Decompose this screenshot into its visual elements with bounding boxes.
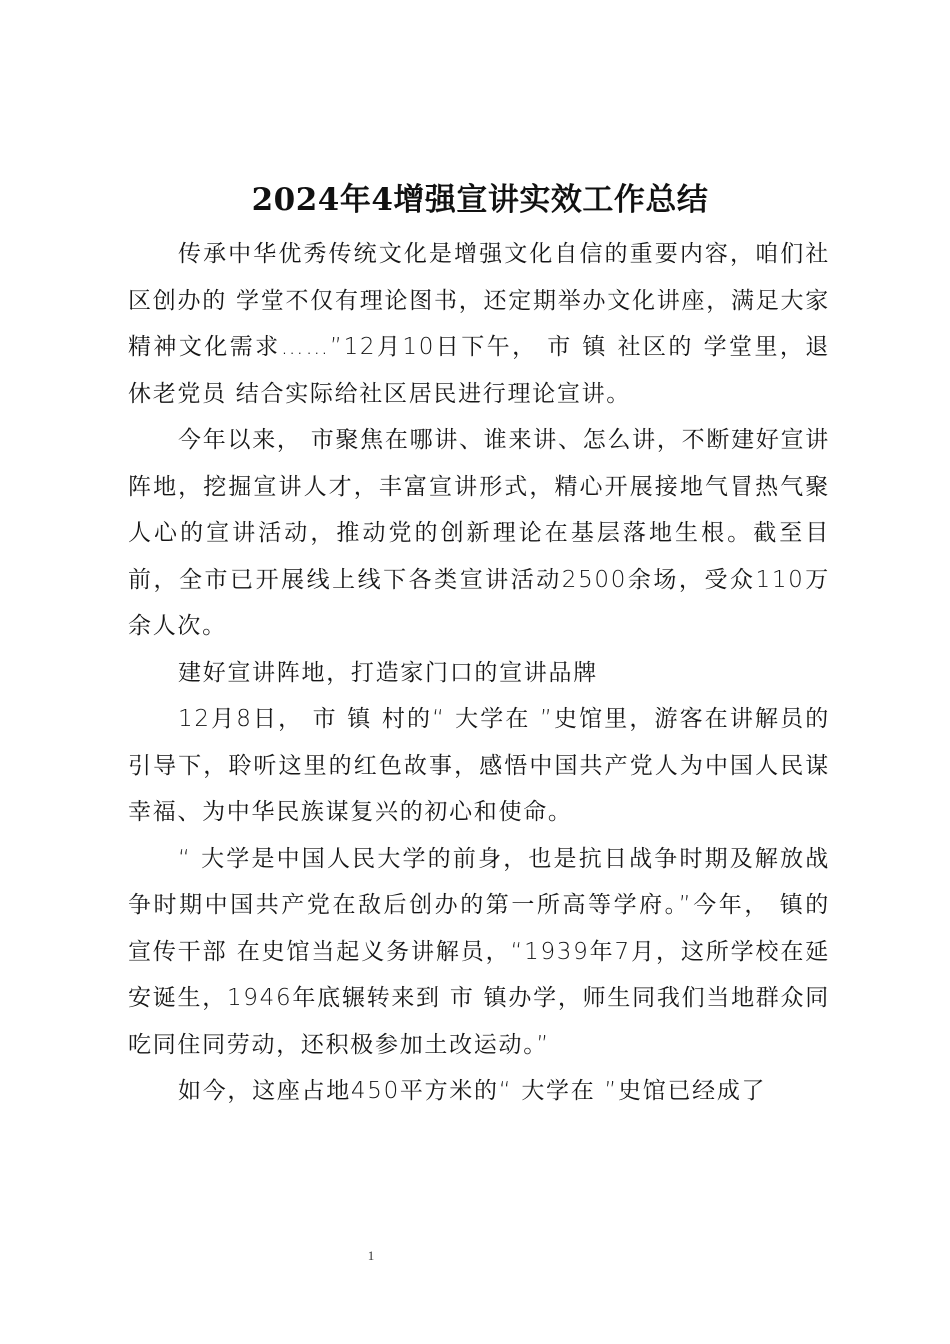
paragraph-history-museum: 12月8日， 市 镇 村的“ 大学在 ”史馆里，游客在讲解员的引导下，聆听这里的红色故事，感悟中国共产党人为中国人民谋幸福、为中华民族谋复兴的初心和使命。 xyxy=(128,706,830,825)
section-heading: 建好宣讲阵地，打造家门口的宣讲品牌 xyxy=(178,659,598,686)
document-title: 2024年4增强宣讲实效工作总结 xyxy=(251,182,709,218)
document-body xyxy=(128,231,830,1115)
paragraph-intro: 传承中华优秀传统文化是增强文化自信的重要内容，咱们社区创办的 学堂不仅有理论图书，还定期举办文化讲座，满足大家精神文化需求……”12月10日下午， 市 镇 社区的 学堂里，退休老党员 结合实际给社区居民进行理论宣讲。 xyxy=(128,241,830,407)
paragraph-museum-today: 如今，这座占地450平方米的“ 大学在 ”史馆已经成了 xyxy=(178,1078,767,1104)
paragraph-university-quote: “ 大学是中国人民大学的前身，也是抗日战争时期及解放战争时期中国共产党在敌后创办的第一所高等学府。”今年， 镇的宣传干部 在史馆当起义务讲解员，“1939年7月，这所学校在延安诞生，1946年底辗转来到 市 镇办学，师生同我们当地群众同吃同住同劳动，还积极参加土改运动。” xyxy=(128,845,830,1058)
page-number: 1 xyxy=(367,1248,375,1263)
paragraph-summary: 今年以来， 市聚焦在哪讲、谁来讲、怎么讲，不断建好宣讲阵地，挖掘宣讲人才，丰富宣讲形式，精心开展接地气冒热气聚人心的宣讲活动，推动党的创新理论在基层落地生根。截至目前，全市已开展线上线下各类宣讲活动2500余场，受众110万余人次。 xyxy=(128,427,830,639)
